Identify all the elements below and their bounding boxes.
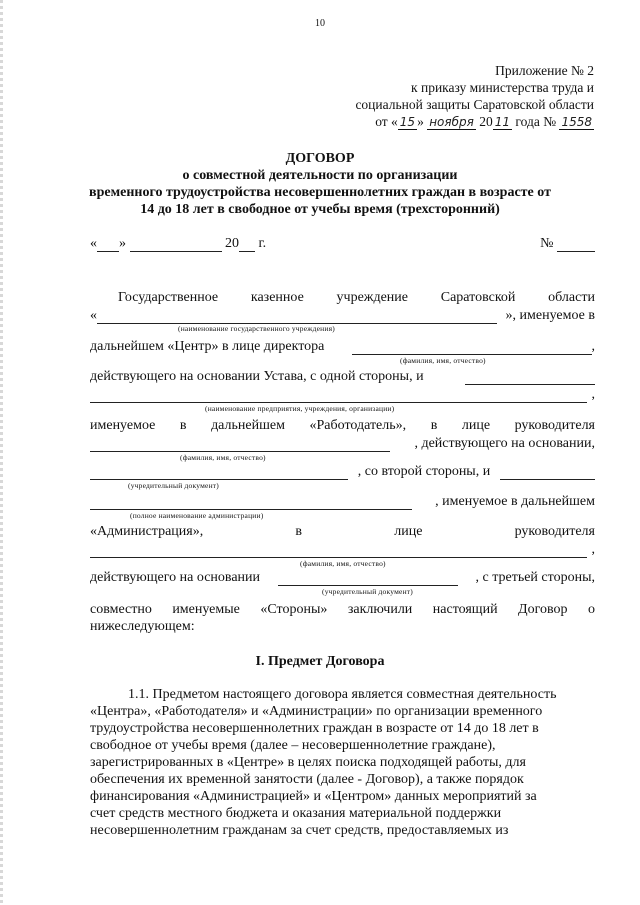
parties-line-7 <box>90 436 595 452</box>
acting-on-text: действующего на основании <box>90 570 261 585</box>
word: лице <box>461 418 491 433</box>
date-year-prefix: 20 <box>479 114 493 129</box>
word: казенное <box>250 290 304 305</box>
text-line: финансирования «Администрацией» и «Центром» данных мероприятий за <box>90 789 537 804</box>
word: именуемые <box>172 602 240 617</box>
parties-line-11 <box>90 542 595 558</box>
admin-doc-blank <box>278 572 458 586</box>
comma: , <box>591 387 595 402</box>
parties-line-6 <box>90 418 595 434</box>
word: в <box>179 418 187 433</box>
appendix-ministry: социальной защиты Саратовской области <box>355 97 594 112</box>
section-line-8 <box>90 806 595 822</box>
named-as-text: », именуемое в <box>505 308 595 323</box>
director-name-blank <box>352 341 592 355</box>
word: в <box>430 418 438 433</box>
parties-line-3 <box>90 339 595 355</box>
month-blank <box>130 238 222 252</box>
caption-director-name: (фамилия, имя, отчество) <box>400 356 486 365</box>
caption-institution: (наименование государственного учреждения) <box>178 324 335 333</box>
caption-admin-head: (фамилия, имя, отчество) <box>300 559 386 568</box>
text-line: «Центра», «Работодателя» и «Администрации» по организации временного <box>90 704 543 719</box>
quote-open: « <box>90 236 97 251</box>
word: в <box>295 524 303 539</box>
text-line: счет средств местного бюджета и оказания материальной поддержки <box>90 806 502 821</box>
section-line-5 <box>90 755 595 771</box>
word: «Работодатель», <box>309 418 407 433</box>
word: руководителя <box>514 418 595 433</box>
caption-admin-doc: (учредительный документ) <box>322 587 413 596</box>
parties-line-1 <box>90 290 595 306</box>
word: Саратовской <box>440 290 516 305</box>
day-blank <box>97 238 119 252</box>
admin-head-blank <box>90 544 587 558</box>
center-director-text: дальнейшем «Центр» в лице директора <box>90 339 325 354</box>
appendix-order-ref: к приказу министерства труда и <box>411 80 594 95</box>
quote-close: » <box>119 236 126 251</box>
caption-admin-name: (полное наименование администрации) <box>130 511 264 520</box>
parties-line-12 <box>90 570 595 586</box>
parties-line-8 <box>90 464 595 480</box>
word: заключили <box>347 602 413 617</box>
word: о <box>587 602 595 617</box>
comma: , <box>591 542 595 557</box>
date-prefix: от « <box>375 114 398 129</box>
section-line-4 <box>90 738 595 754</box>
doc-title: ДОГОВОР <box>285 151 355 166</box>
handwritten-day: 15 <box>399 115 416 129</box>
text-line: несовершеннолетним гражданам за счет средств, предоставляемых из <box>90 823 509 838</box>
section-heading: I. Предмет Договора <box>255 654 385 669</box>
second-party-text: , со второй стороны, и <box>357 464 491 479</box>
text-line: зарегистрированных в «Центре» в целях поиска подходящей работы, для <box>90 755 526 770</box>
appendix-title: Приложение № 2 <box>495 63 594 78</box>
parties-line-2 <box>90 308 595 324</box>
page-number: 10 <box>315 18 325 29</box>
admin-name-blank <box>90 496 412 510</box>
employer-name-blank <box>90 389 587 403</box>
section-line-6 <box>90 772 595 788</box>
year-blank <box>239 238 255 252</box>
doc-subtitle-3: 14 до 18 лет в свободное от учебы время (трехсторонний) <box>140 202 500 217</box>
word: Договор <box>518 602 568 617</box>
section-line-2 <box>90 704 595 720</box>
date-sep: » <box>417 114 424 129</box>
acting-basis-text: , действующего на основании, <box>414 436 595 451</box>
word: именуемое <box>90 418 156 433</box>
comma: , <box>591 339 595 354</box>
word: области <box>548 290 595 305</box>
section-line-7 <box>90 789 595 805</box>
text-line: трудоустройства несовершеннолетних граждан в возрасте от 14 до 18 лет в <box>90 721 539 736</box>
word: руководителя <box>514 524 595 539</box>
word: дальнейшем <box>211 418 285 433</box>
word: настоящий <box>432 602 498 617</box>
word: совместно <box>90 602 152 617</box>
text-line: свободное от учебы время (далее – несовершеннолетние граждане), <box>90 738 496 753</box>
institution-name-blank <box>97 310 497 324</box>
date-suffix: года № <box>515 114 557 129</box>
handwritten-year: 11 <box>494 115 511 129</box>
quote-open: « <box>90 308 97 323</box>
word: лице <box>394 524 423 539</box>
scan-edge <box>0 0 3 905</box>
handwritten-month: ноября <box>429 115 474 129</box>
parties-line-4 <box>90 369 595 385</box>
section-line-3 <box>90 721 595 737</box>
section-line-9 <box>90 823 595 839</box>
parties-line-10 <box>90 524 595 540</box>
parties-line-5 <box>90 387 595 403</box>
caption-employer-doc: (учредительный документ) <box>128 481 219 490</box>
parties-line-14: нижеследующем: <box>90 619 195 634</box>
caption-employer: (наименование предприятия, учреждения, организации) <box>205 404 395 413</box>
caption-employer-head: (фамилия, имя, отчество) <box>180 453 266 462</box>
employer-start-blank <box>465 371 595 385</box>
word: Государственное <box>118 290 219 305</box>
third-party-text: , с третьей стороны, <box>475 570 595 585</box>
number-sign: № <box>540 236 554 251</box>
text-line: 1.1. Предметом настоящего договора является совместная деятельность <box>128 687 557 702</box>
section-line-1 <box>90 687 595 703</box>
handwritten-order-number: 1558 <box>561 115 592 129</box>
year-suffix: г. <box>258 236 267 251</box>
appendix-date-line <box>375 114 594 130</box>
year-prefix: 20 <box>225 236 239 251</box>
word: учреждение <box>336 290 408 305</box>
doc-subtitle-2: временного трудоустройства несовершеннолетних граждан в возрасте от <box>89 185 551 200</box>
parties-line-13 <box>90 602 595 618</box>
doc-subtitle-1: о совместной деятельности по организации <box>182 168 458 183</box>
contract-date-line <box>90 236 595 252</box>
word: «Стороны» <box>260 602 328 617</box>
word: «Администрация», <box>90 524 204 539</box>
parties-line-9 <box>90 494 595 510</box>
admin-start-blank <box>500 466 595 480</box>
text-line: обеспечения их временной занятости (далее - Договор), а также порядок <box>90 772 524 787</box>
number-blank <box>557 238 595 252</box>
employer-doc-blank <box>90 466 348 480</box>
named-further-text: , именуемое в дальнейшем <box>435 494 595 509</box>
acting-charter-text: действующего на основании Устава, с одной стороны, и <box>90 369 424 384</box>
employer-head-blank <box>90 438 390 452</box>
